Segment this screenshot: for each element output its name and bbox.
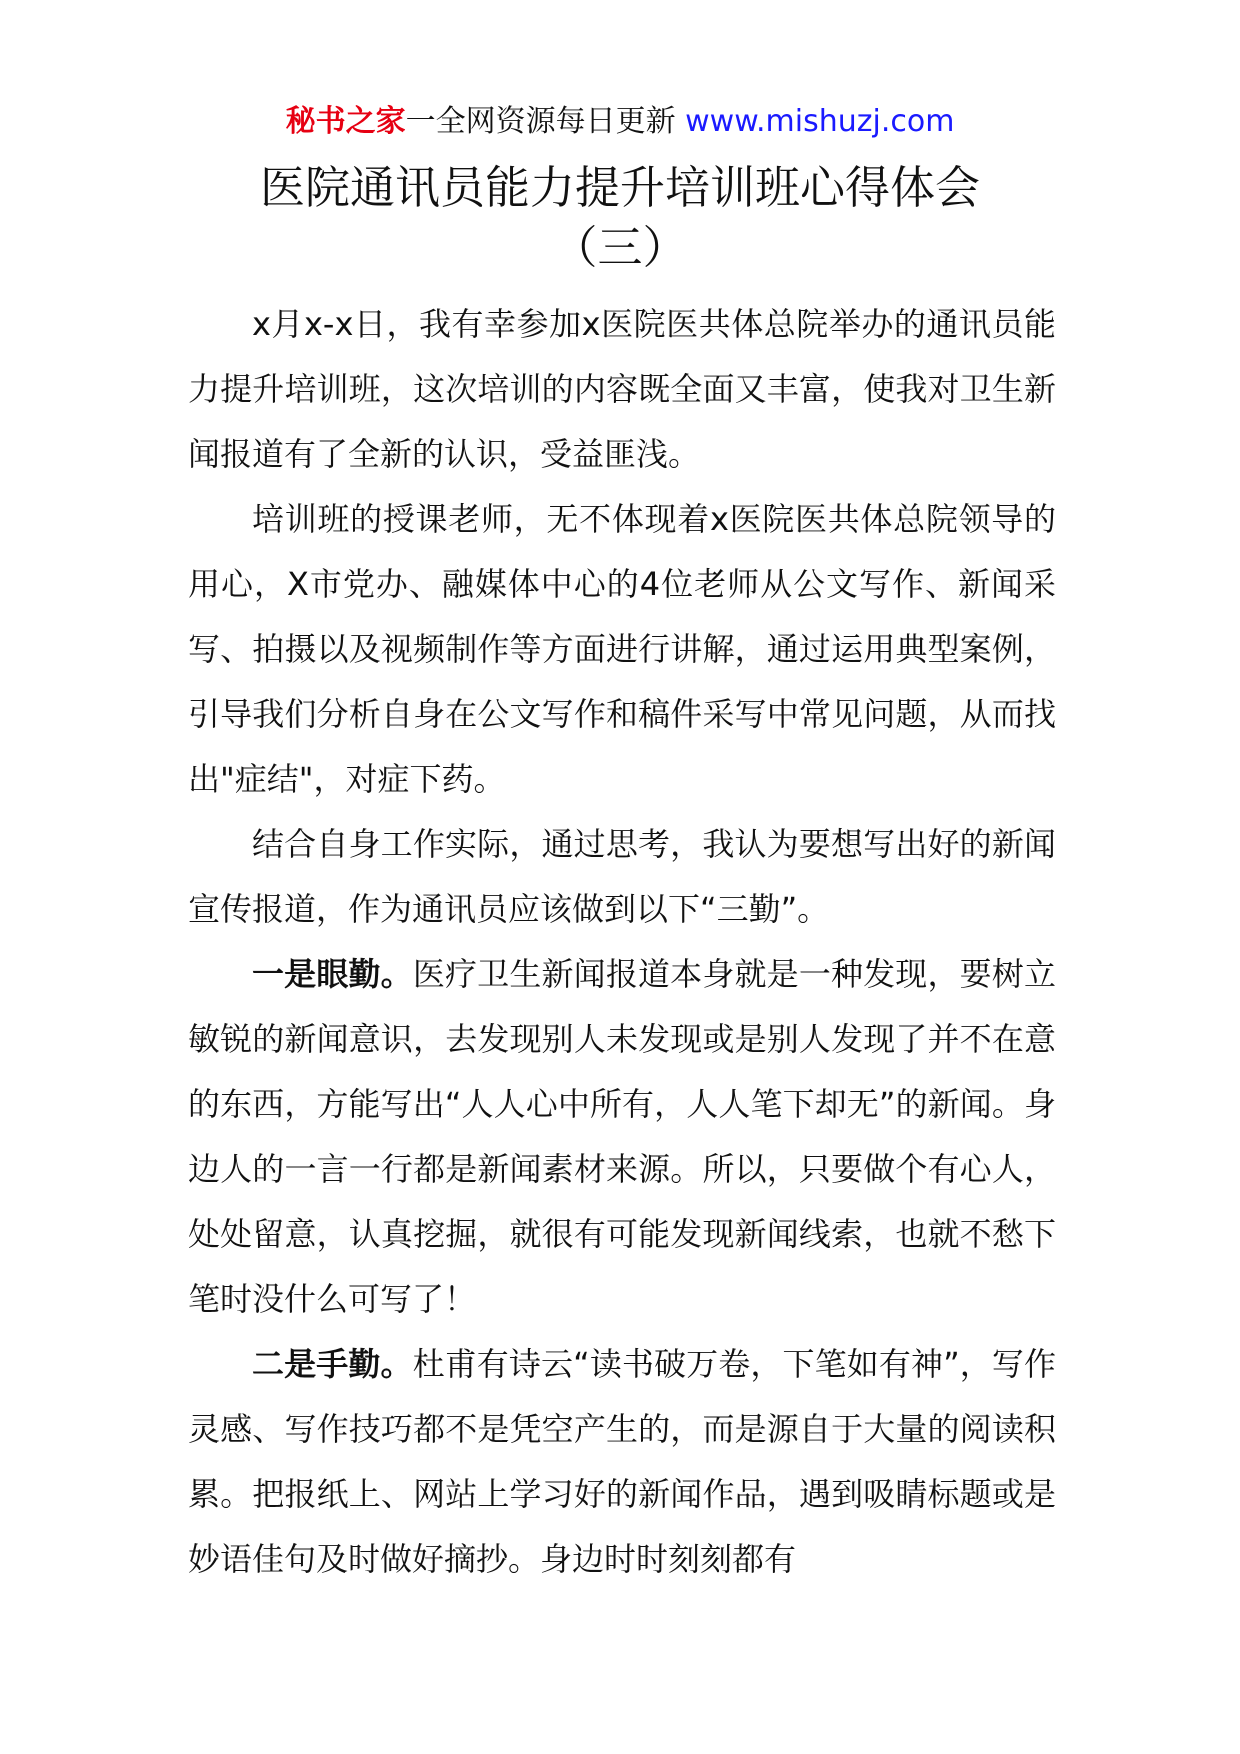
slogan: 一全网资源每日更新 <box>405 104 676 139</box>
paragraph-3 <box>188 812 1056 942</box>
paragraph-text: 结合自身工作实际，通过思考，我认为要想写出好的新闻宣传报道，作为通讯员应该做到以下“三勤”。 <box>188 825 1056 928</box>
paragraph-text: 培训班的授课老师，无不体现着x医院医共体总院领导的用心，X市党办、融媒体中心的4位老师从公文写作、新闻采写、拍摄以及视频制作等方面进行讲解，通过运用典型案例，引导我们分析自身在公文写作和稿件采写中常见问题，从而找出"症结"，对症下药。 <box>188 500 1056 798</box>
title-line-1: 医院通讯员能力提升培训班心得体会 <box>259 161 980 214</box>
paragraph-lead: 二是手勤。 <box>252 1345 413 1383</box>
paragraph-text: 杜甫有诗云“读书破万卷，下笔如有神”，写作灵感、写作技巧都不是凭空产生的，而是源自于大量的阅读积累。把报纸上、网站上学习好的新闻作品，遇到吸睛标题或是妙语佳句及时做好摘抄。身边时时刻刻都有 <box>188 1345 1056 1578</box>
site-url-link[interactable]: www.mishuzj.com <box>685 104 955 139</box>
paragraph-text: x月x-x日，我有幸参加x医院医共体总院举办的通讯员能力提升培训班，这次培训的内容既全面又丰富，使我对卫生新闻报道有了全新的认识，受益匪浅。 <box>188 305 1056 473</box>
paragraph-2 <box>188 487 1056 812</box>
paragraph-5 <box>188 1332 1056 1592</box>
brand-name: 秘书之家 <box>285 104 406 139</box>
paragraph-lead: 一是眼勤。 <box>252 955 413 993</box>
paragraph-4 <box>188 942 1056 1332</box>
paragraph-text: 医疗卫生新闻报道本身就是一种发现，要树立敏锐的新闻意识，去发现别人未发现或是别人发现了并不在意的东西，方能写出“人人心中所有，人人笔下却无”的新闻。身边人的一言一行都是新闻素材来源。所以，只要做个有心人，处处留意，认真挖掘，就很有可能发现新闻线索，也就不愁下笔时没什么可写了！ <box>188 955 1056 1318</box>
title-line-2: （三） <box>552 221 688 274</box>
document-title <box>0 158 1240 278</box>
paragraph-1 <box>188 292 1056 487</box>
document-body <box>188 292 1056 1592</box>
site-header <box>0 100 1240 144</box>
